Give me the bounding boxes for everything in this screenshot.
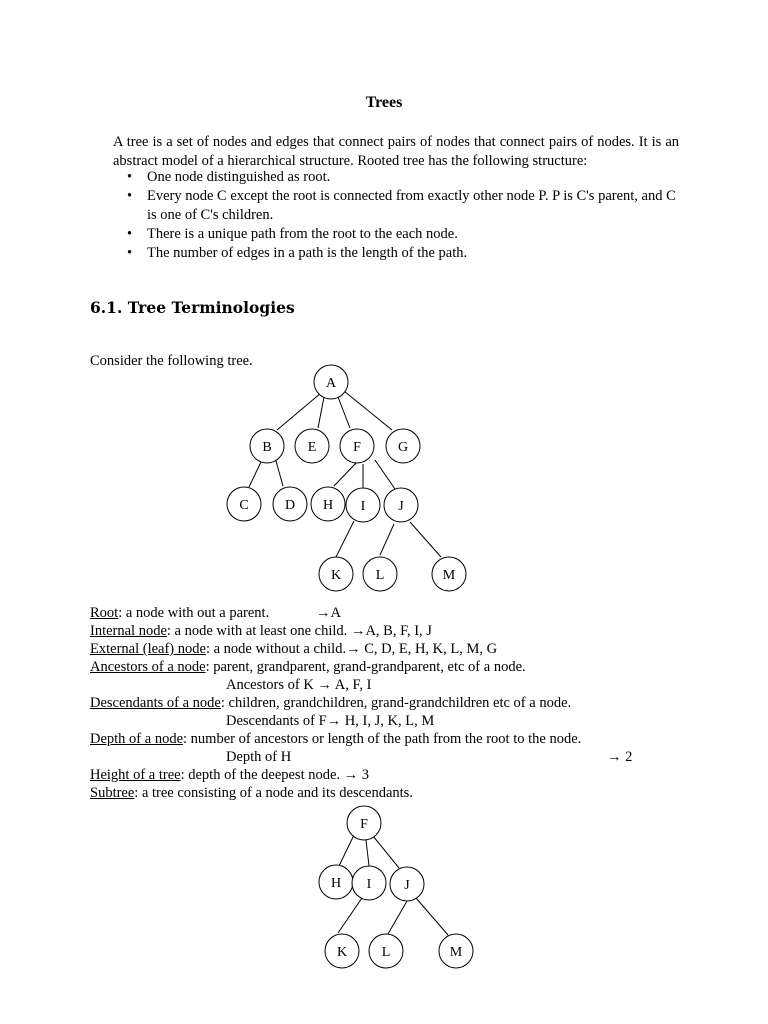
consider-text: Consider the following tree. (90, 353, 253, 369)
definition-external-node: External (leaf) node: a node without a child.→ C, D, E, H, K, L, M, G (90, 641, 498, 657)
node-label: B (262, 440, 272, 455)
node-label: K (336, 945, 348, 960)
node-label: H (330, 876, 342, 891)
arrow-icon: → (316, 605, 331, 621)
node-label: C (239, 498, 249, 513)
section-heading: 6.1. Tree Terminologies (90, 298, 295, 317)
node-label: I (366, 877, 372, 892)
subtree-diagram (0, 800, 768, 1024)
result-root: →A (316, 605, 341, 621)
arrow-icon: → (317, 677, 332, 693)
arrow-icon: → (343, 767, 359, 783)
depth-result: → 2 (607, 749, 633, 765)
definition-internal-node: Internal node: a node with at least one child. →A, B, F, I, J (90, 623, 432, 639)
node-label: G (397, 440, 409, 455)
definition-subtree: Subtree: a tree consisting of a node and its descendants. (90, 785, 413, 801)
definition-root: Root: a node with out a parent. →A (90, 605, 341, 621)
intro-paragraph: A tree is a set of nodes and edges that connect pairs of nodes that connect pairs of nodes. It is an abstract model of a hierarchical structure. Rooted tree has the following structure: (113, 134, 679, 169)
term-height: Height of a tree (90, 767, 181, 783)
node-label: L (375, 568, 385, 583)
node-label: H (322, 498, 334, 513)
node-label: J (398, 499, 404, 514)
term-internal-node: Internal node (90, 623, 167, 639)
depth-example: Depth of H (226, 749, 292, 765)
term-external-node: External (leaf) node (90, 641, 206, 657)
node-label: K (330, 568, 342, 583)
definition-ancestors: Ancestors of a node: parent, grandparent, grand-grandparent, etc of a node. (90, 659, 526, 675)
list-item: • The number of edges in a path is the length of the path. (127, 244, 679, 263)
arrow-icon: → (350, 623, 366, 639)
definition-height: Height of a tree: depth of the deepest node. → 3 (90, 767, 370, 783)
descendants-example: Descendants of F→ H, I, J, K, L, M (226, 713, 435, 729)
term-subtree: Subtree (90, 785, 135, 801)
page-title: Trees (365, 94, 403, 111)
list-item: • Every node C except the root is connected from exactly other node P. P is C's parent, and C is one of C's children. (127, 187, 679, 225)
node-label: L (381, 945, 391, 960)
node-label: J (404, 878, 410, 893)
node-label: A (325, 376, 337, 391)
node-label: M (442, 568, 456, 583)
node-label: F (353, 440, 361, 455)
node-label: M (449, 945, 463, 960)
arrow-icon: → (326, 713, 342, 729)
node-label: I (360, 499, 366, 514)
arrow-icon: → (346, 641, 361, 657)
term-descendants: Descendants of a node (90, 695, 221, 711)
ancestors-example: Ancestors of K → A, F, I (226, 677, 372, 693)
definition-depth: Depth of a node: number of ancestors or length of the path from the root to the node. (90, 731, 582, 747)
term-ancestors: Ancestors of a node (90, 659, 206, 675)
node-label: D (284, 498, 296, 513)
node-label: F (360, 817, 368, 832)
node-label: E (307, 440, 317, 455)
definition-descendants: Descendants of a node: children, grandchildren, grand-grandchildren etc of a node. (90, 695, 572, 711)
list-item: • One node distinguished as root. (127, 168, 679, 187)
term-depth: Depth of a node (90, 731, 184, 747)
list-item: • There is a unique path from the root to the each node. (127, 225, 679, 244)
arrow-icon: → (607, 749, 622, 765)
term-root: Root (90, 605, 119, 621)
